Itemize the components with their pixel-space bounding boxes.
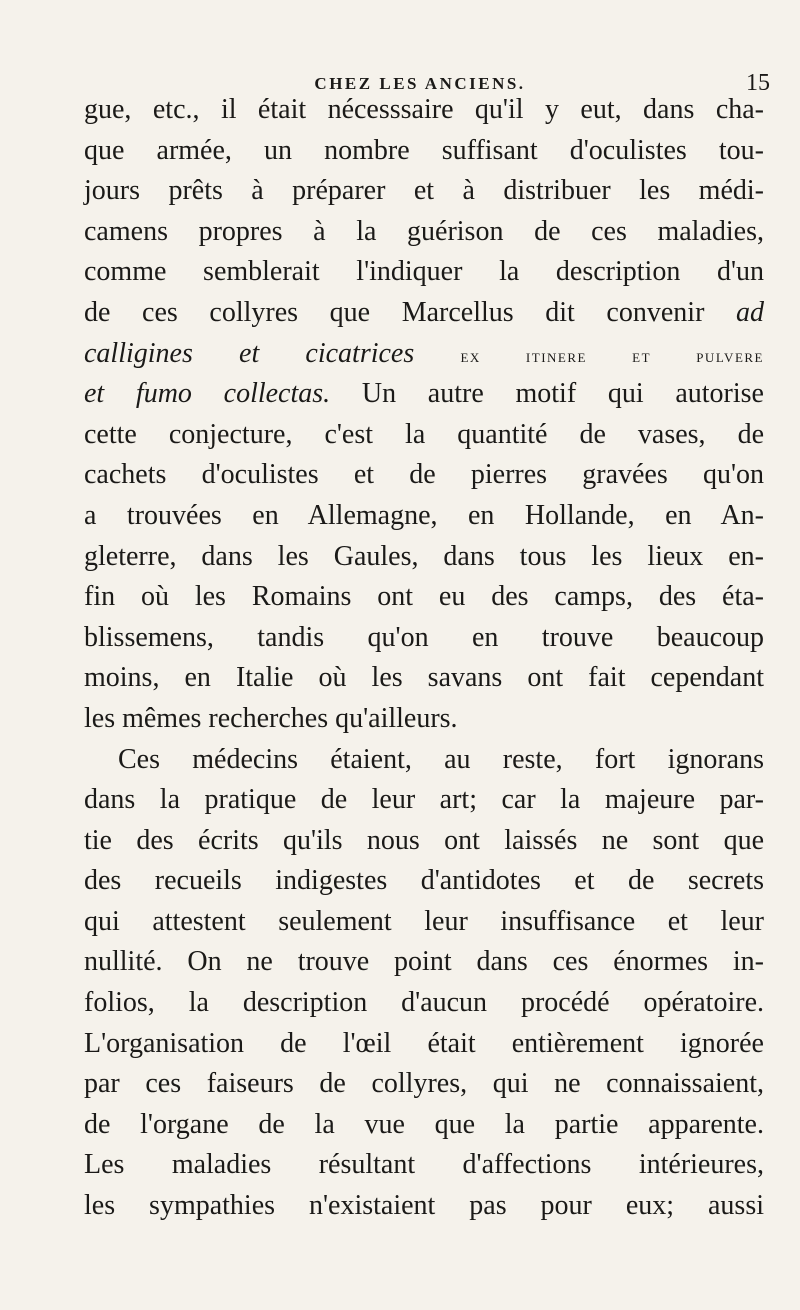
text-line: nullité. On ne trouve point dans ces énormes in- xyxy=(84,946,764,978)
text-line: gue, etc., il était nécesssaire qu'il y eut, dans cha- xyxy=(84,94,764,125)
text-line: fin où les Romains ont eu des camps, des éta- xyxy=(84,581,764,613)
text-line: cachets d'oculistes et de pierres gravées qu'on xyxy=(84,459,764,491)
text-line: par ces faiseurs de collyres, qui ne connaissaient, xyxy=(84,1068,764,1100)
text-line: folios, la description d'aucun procédé opératoire. xyxy=(84,987,764,1019)
text-line: cette conjecture, c'est la quantité de vases, de xyxy=(84,418,764,450)
text-line-paragraph-end: les mêmes recherches qu'ailleurs. xyxy=(84,702,458,734)
running-title: CHEZ LES ANCIENS. xyxy=(314,74,526,93)
italic-run: calligines et cicatrices xyxy=(84,337,415,369)
text-line: tie des écrits qu'ils nous ont laissés ne sont que xyxy=(84,824,764,856)
text-line xyxy=(84,293,764,334)
body-text xyxy=(84,90,764,1227)
smallcaps-run: ex itinere et pulvere xyxy=(460,345,765,366)
italic-run: et fumo collectas. xyxy=(84,378,331,410)
text-line: L'organisation de l'œil était entièrement ignorée xyxy=(84,1027,764,1059)
text-line: moins, en Italie où les savans ont fait cependant xyxy=(84,662,764,694)
text-line: que armée, un nombre suffisant d'oculistes tou- xyxy=(84,134,764,166)
text-line: les sympathies n'existaient pas pour eux; aussi xyxy=(84,1190,764,1222)
text-line: des recueils indigestes d'antidotes et de secrets xyxy=(84,865,764,897)
text-run: de ces collyres que Marcellus dit convenir xyxy=(84,296,705,328)
text-line: comme semblerait l'indiquer la description d'un xyxy=(84,256,764,288)
text-line: a trouvées en Allemagne, en Hollande, en An- xyxy=(84,499,764,531)
page-number: 15 xyxy=(746,70,770,96)
text-line: Les maladies résultant d'affections intérieures, xyxy=(84,1149,764,1181)
text-line: gleterre, dans les Gaules, dans tous les lieux en- xyxy=(84,540,764,572)
text-line: jours prêts à préparer et à distribuer les médi- xyxy=(84,175,764,207)
text-line xyxy=(84,374,764,415)
text-line: camens propres à la guérison de ces maladies, xyxy=(84,215,764,247)
text-line: dans la pratique de leur art; car la majeure par- xyxy=(84,784,764,816)
italic-run: ad xyxy=(736,296,765,328)
text-run: Un autre motif qui autorise xyxy=(361,378,764,410)
text-line: blissemens, tandis qu'on en trouve beaucoup xyxy=(84,621,764,653)
text-line-paragraph-start: Ces médecins étaient, au reste, fort ignorans xyxy=(118,743,764,775)
text-line xyxy=(84,334,764,375)
text-line: qui attestent seulement leur insuffisance et leur xyxy=(84,905,764,937)
text-line: de l'organe de la vue que la partie apparente. xyxy=(84,1108,764,1140)
